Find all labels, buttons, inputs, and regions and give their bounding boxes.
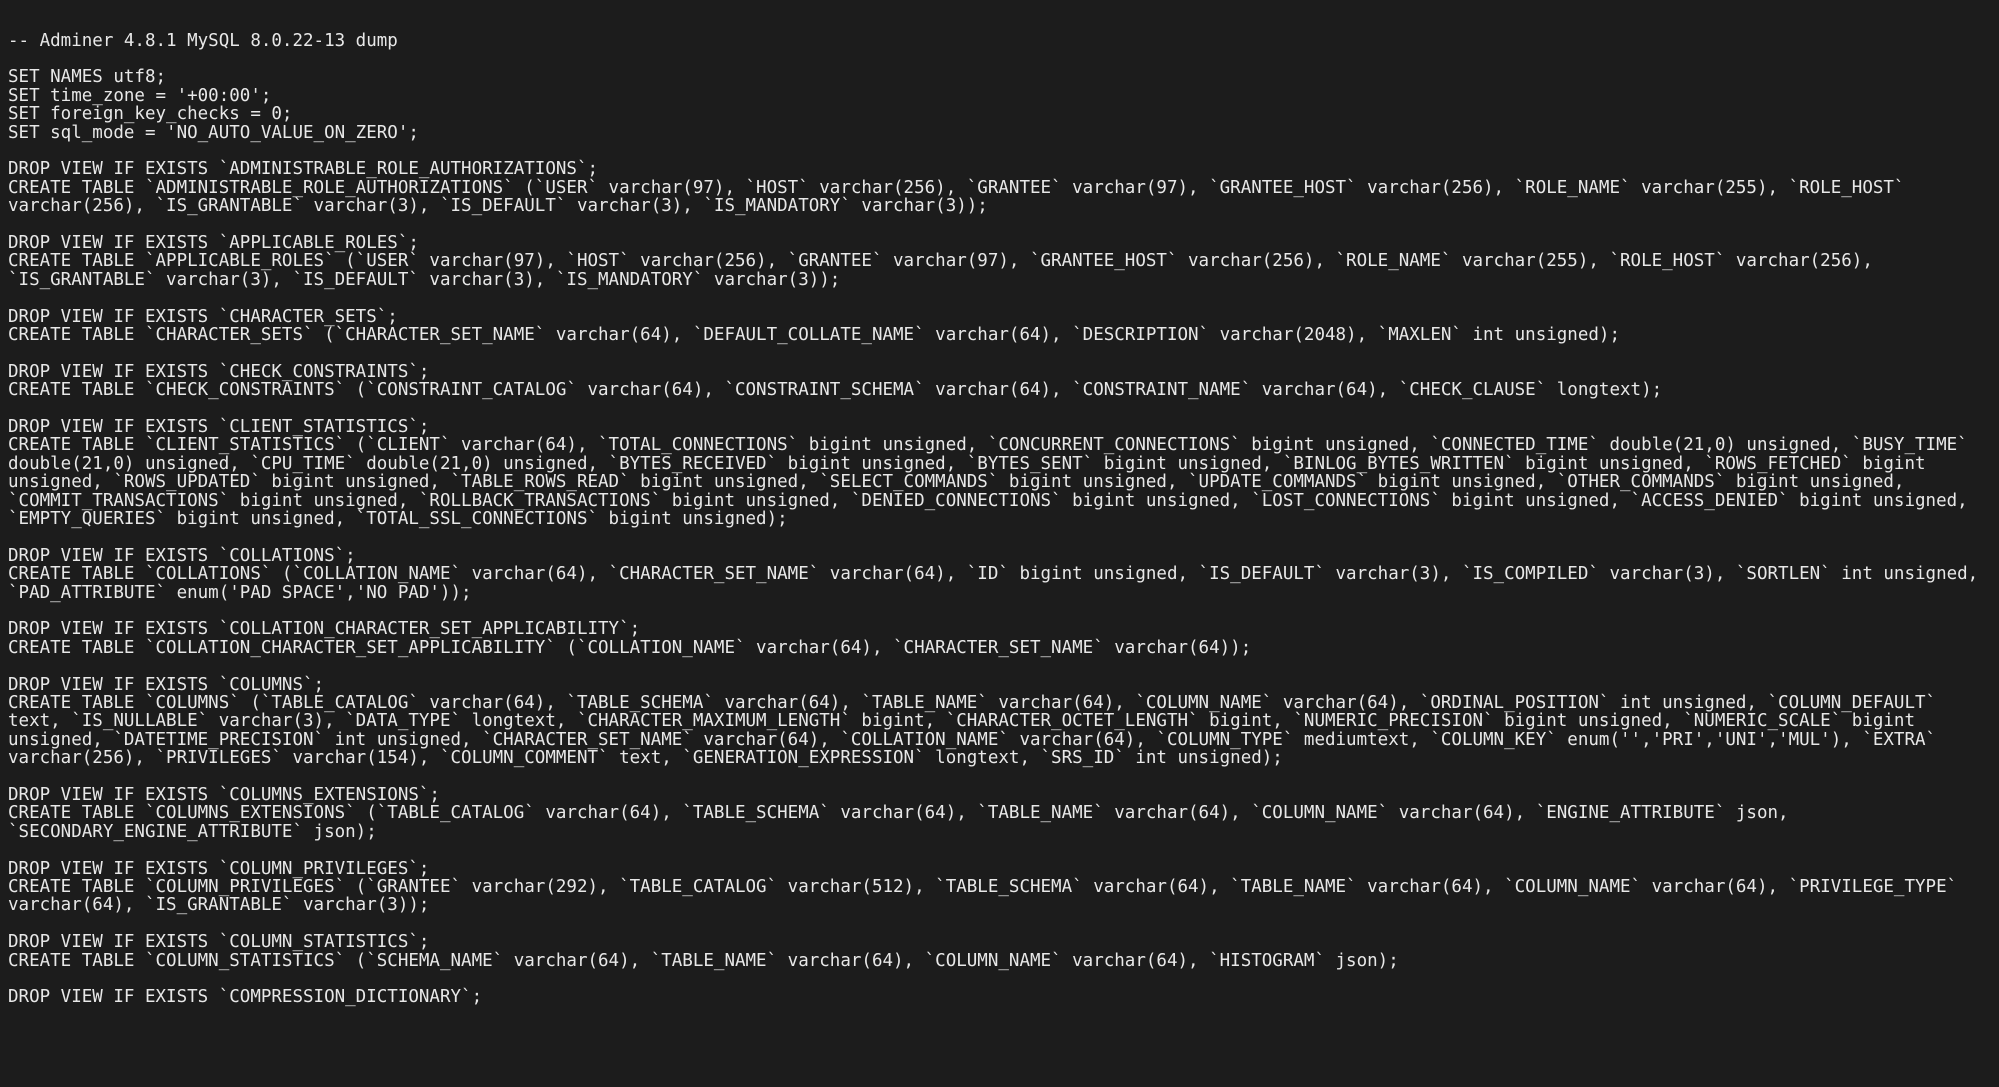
sql-line: DROP VIEW IF EXISTS `COLUMNS_EXTENSIONS`; — [8, 785, 440, 805]
sql-line: DROP VIEW IF EXISTS `COLLATIONS`; — [8, 545, 356, 566]
sql-line: CREATE TABLE `COLUMNS` (`TABLE_CATALOG` varchar(64), `TABLE_SCHEMA` varchar(64), `TABLE_NAME` varchar(64), `COLUMN_NAME` varchar(64), `ORDINAL_POSITION` int unsigned, `COLUMN_DEFAULT` text, `IS_NULLABLE` varchar(3), `DATA_TYPE` longtext, `CHARACTER_MAXIMUM_LENGTH` bigint, `CHARACTER_OCTET_LENGTH` bigint, `NUMERIC_PRECISION` bigint unsigned, `NUMERIC_SCALE` bigint unsigned, `DATETIME_PRECISION` int unsigned, `CHARACTER_SET_NAME` varchar(64), `COLLATION_NAME` varchar(64), `COLUMN_TYPE` mediumtext, `COLUMN_KEY` enum('','PRI','UNI','MUL'), `EXTRA` varchar(256), `PRIVILEGES` varchar(154), `COLUMN_COMMENT` text, `GENERATION_EXPRESSION` longtext, `SRS_ID` int unsigned); — [8, 692, 1947, 769]
blank-line — [8, 528, 1991, 546]
blank-line — [8, 400, 1991, 418]
sql-line: SET NAMES utf8; — [8, 67, 167, 88]
sql-line: DROP VIEW IF EXISTS `APPLICABLE_ROLES`; — [8, 232, 419, 253]
sql-line: DROP VIEW IF EXISTS `ADMINISTRABLE_ROLE_AUTHORIZATIONS`; — [8, 159, 599, 180]
blank-line — [8, 602, 1991, 620]
sql-line: SET sql_mode = 'NO_AUTO_VALUE_ON_ZERO'; — [8, 122, 419, 143]
sql-line: CREATE TABLE `COLLATIONS` (`COLLATION_NAME` varchar(64), `CHARACTER_SET_NAME` varchar(64), `ID` bigint unsigned, `IS_DEFAULT` varchar(3), `IS_COMPILED` varchar(3), `SORTLEN` int unsigned, `PAD_ATTRIBUTE` enum('PAD SPACE','NO PAD')); — [8, 564, 1989, 603]
sql-line: CREATE TABLE `COLUMNS_EXTENSIONS` (`TABLE_CATALOG` varchar(64), `TABLE_SCHEMA` varchar(64), `TABLE_NAME` varchar(64), `COLUMN_NAME` varchar(64), `ENGINE_ATTRIBUTE` json, `SECONDARY_ENGINE_ATTRIBUTE` json); — [8, 803, 1800, 842]
sql-line: CREATE TABLE `COLLATION_CHARACTER_SET_APPLICABILITY` (`COLLATION_NAME` varchar(64), `CHARACTER_SET_NAME` varchar(64)); — [8, 637, 1252, 658]
blank-line — [8, 142, 1991, 160]
sql-line: CREATE TABLE `CHECK_CONSTRAINTS` (`CONSTRAINT_CATALOG` varchar(64), `CONSTRAINT_SCHEMA` varchar(64), `CONSTRAINT_NAME` varchar(64), `CHECK_CLAUSE` longtext); — [8, 380, 1663, 401]
blank-line — [8, 50, 1991, 68]
sql-line: DROP VIEW IF EXISTS `COLLATION_CHARACTER_SET_APPLICABILITY`; — [8, 619, 641, 640]
blank-line — [8, 344, 1991, 362]
sql-line: CREATE TABLE `ADMINISTRABLE_ROLE_AUTHORIZATIONS` (`USER` varchar(97), `HOST` varchar(256), `GRANTEE` varchar(97), `GRANTEE_HOST` varchar(256), `ROLE_NAME` varchar(255), `ROLE_HOST` varchar(256), `IS_GRANTABLE` varchar(3), `IS_DEFAULT` varchar(3), `IS_MANDATORY` varchar(3)); — [8, 177, 1916, 217]
blank-line — [8, 289, 1991, 307]
sql-line: SET foreign_key_checks = 0; — [8, 104, 293, 125]
blank-line — [8, 216, 1991, 234]
blank-line — [8, 915, 1991, 933]
sql-line: -- Adminer 4.8.1 MySQL 8.0.22-13 dump — [8, 30, 398, 51]
sql-line: CREATE TABLE `CLIENT_STATISTICS` (`CLIENT` varchar(64), `TOTAL_CONNECTIONS` bigint unsigned, `CONCURRENT_CONNECTIONS` bigint unsigned, `CONNECTED_TIME` double(21,0) unsigned, `BUSY_TIME` double(21,0) unsigned, `CPU_TIME` double(21,0) unsigned, `BYTES_RECEIVED` bigint unsigned, `BYTES_SENT` bigint unsigned, `BINLOG_BYTES_WRITTEN` bigint unsigned, `ROWS_FETCHED` bigint unsigned, `ROWS_UPDATED` bigint unsigned, `TABLE_ROWS_READ` bigint unsigned, `SELECT_COMMANDS` bigint unsigned, `UPDATE_COMMANDS` bigint unsigned, `OTHER_COMMANDS` bigint unsigned, `COMMIT_TRANSACTIONS` bigint unsigned, `ROLLBACK_TRANSACTIONS` bigint unsigned, `DENIED_CONNECTIONS` bigint unsigned, `LOST_CONNECTIONS` bigint unsigned, `ACCESS_DENIED` bigint unsigned, `EMPTY_QUERIES` bigint unsigned, `TOTAL_SSL_CONNECTIONS` bigint unsigned); — [8, 435, 1979, 529]
sql-line: DROP VIEW IF EXISTS `CLIENT_STATISTICS`; — [8, 416, 430, 437]
sql-line: CREATE TABLE `COLUMN_PRIVILEGES` (`GRANTEE` varchar(292), `TABLE_CATALOG` varchar(512), `TABLE_SCHEMA` varchar(64), `TABLE_NAME` varchar(64), `COLUMN_NAME` varchar(64), `PRIVILEGE_TYPE` varchar(64), `IS_GRANTABLE` varchar(3)); — [8, 877, 1968, 916]
blank-line — [8, 970, 1991, 988]
sql-line: DROP VIEW IF EXISTS `COLUMN_PRIVILEGES`; — [8, 858, 430, 879]
sql-line: DROP VIEW IF EXISTS `CHECK_CONSTRAINTS`; — [8, 361, 430, 382]
blank-line — [8, 768, 1991, 786]
blank-line — [8, 841, 1991, 859]
sql-dump-text — [0, 18, 1999, 1015]
sql-line: CREATE TABLE `APPLICABLE_ROLES` (`USER` varchar(97), `HOST` varchar(256), `GRANTEE` varchar(97), `GRANTEE_HOST` varchar(256), `ROLE_NAME` varchar(255), `ROLE_HOST` varchar(256), `IS_GRANTABLE` varchar(3), `IS_DEFAULT` varchar(3), `IS_MANDATORY` varchar(3)); — [8, 251, 1884, 290]
sql-line: CREATE TABLE `CHARACTER_SETS` (`CHARACTER_SET_NAME` varchar(64), `DEFAULT_COLLATE_NAME` varchar(64), `DESCRIPTION` varchar(2048), `MAXLEN` int unsigned); — [8, 324, 1620, 345]
sql-line: DROP VIEW IF EXISTS `CHARACTER_SETS`; — [8, 306, 398, 327]
sql-line: DROP VIEW IF EXISTS `COLUMNS`; — [8, 674, 325, 695]
sql-line: CREATE TABLE `COLUMN_STATISTICS` (`SCHEMA_NAME` varchar(64), `TABLE_NAME` varchar(64), `COLUMN_NAME` varchar(64), `HISTOGRAM` json); — [8, 950, 1399, 971]
sql-line: SET time_zone = '+00:00'; — [8, 85, 272, 106]
sql-line: DROP VIEW IF EXISTS `COLUMN_STATISTICS`; — [8, 932, 430, 953]
blank-line — [8, 657, 1991, 675]
sql-line: DROP VIEW IF EXISTS `COMPRESSION_DICTIONARY`; — [8, 987, 483, 1008]
